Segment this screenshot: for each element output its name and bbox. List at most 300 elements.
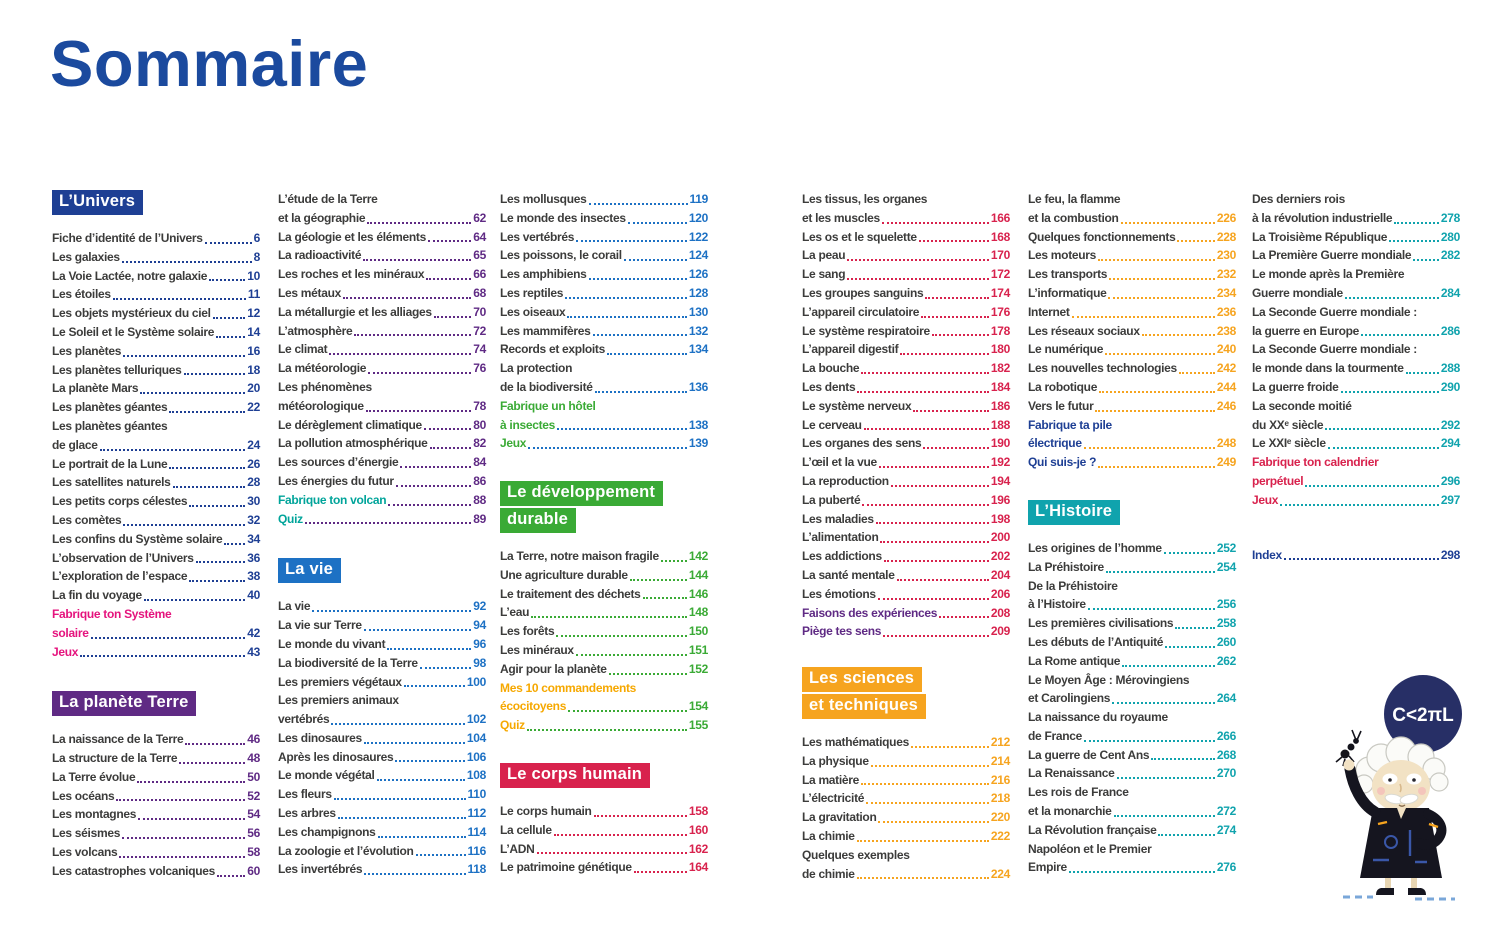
dot-leader bbox=[334, 798, 466, 800]
entry-label-line: La protection bbox=[500, 361, 573, 376]
dot-leader bbox=[576, 654, 687, 656]
entry-last-line bbox=[52, 455, 260, 474]
page-number: 10 bbox=[247, 268, 260, 283]
toc-entry bbox=[500, 340, 708, 359]
dot-leader bbox=[866, 802, 989, 804]
entry-label: La structure de la Terre bbox=[52, 751, 178, 766]
section-header-line bbox=[52, 190, 260, 215]
page-number: 52 bbox=[247, 788, 260, 803]
entry-label: La naissance de la Terre bbox=[52, 732, 184, 747]
toc-entry bbox=[802, 284, 1010, 303]
page-number: 260 bbox=[1216, 634, 1236, 649]
dot-leader bbox=[420, 667, 472, 669]
dot-leader bbox=[1179, 372, 1215, 374]
entry-label: Le monde végétal bbox=[278, 768, 375, 783]
toc-entry bbox=[278, 416, 486, 435]
dot-leader bbox=[880, 541, 988, 543]
section-header-text: La planète Terre bbox=[52, 691, 196, 716]
dot-leader bbox=[1105, 353, 1215, 355]
toc-entry bbox=[278, 729, 486, 748]
toc-entry bbox=[802, 604, 1010, 623]
page-number: 122 bbox=[688, 229, 708, 244]
dot-leader bbox=[862, 504, 989, 506]
page-number: 134 bbox=[688, 342, 708, 357]
entry-label: L’appareil digestif bbox=[802, 342, 899, 357]
entry-last-line bbox=[278, 397, 486, 416]
entry-label: L’eau bbox=[500, 605, 530, 620]
dot-leader bbox=[331, 723, 465, 725]
dot-leader bbox=[91, 637, 246, 639]
toc-entry bbox=[1028, 633, 1236, 652]
toc-entry bbox=[278, 491, 486, 510]
entry-label: Le numérique bbox=[1028, 342, 1104, 357]
entry-label: Les sources d’énergie bbox=[278, 455, 399, 470]
entry-last-line bbox=[1028, 453, 1236, 472]
toc-entry bbox=[500, 209, 708, 228]
toc-entry bbox=[802, 547, 1010, 566]
dot-leader bbox=[388, 504, 471, 506]
page-number: 160 bbox=[688, 822, 708, 837]
page-number: 148 bbox=[688, 605, 708, 620]
toc-entry bbox=[802, 340, 1010, 359]
entry-last-line bbox=[52, 436, 260, 455]
toc-entry bbox=[500, 284, 708, 303]
page-number: 20 bbox=[247, 381, 260, 396]
entry-label: Les étoiles bbox=[52, 287, 111, 302]
toc-entry bbox=[278, 378, 486, 416]
entry-label: La vie bbox=[278, 599, 311, 614]
entry-last-line bbox=[1028, 764, 1236, 783]
entry-label-line: Le monde après la Première bbox=[1252, 267, 1405, 282]
page-number: 74 bbox=[473, 342, 486, 357]
page-number: 6 bbox=[253, 230, 260, 245]
page-number: 8 bbox=[253, 249, 260, 264]
entry-last-line bbox=[278, 303, 486, 322]
page-number: 218 bbox=[990, 791, 1010, 806]
dot-leader bbox=[354, 334, 471, 336]
toc-entry bbox=[278, 246, 486, 265]
page-number: 280 bbox=[1440, 229, 1460, 244]
toc-entry bbox=[1028, 577, 1236, 615]
entry-last-line bbox=[278, 842, 486, 861]
section-header-line bbox=[1028, 500, 1236, 525]
page-number: 108 bbox=[466, 768, 486, 783]
entry-last-line bbox=[52, 530, 260, 549]
section-header-text: L’Histoire bbox=[1028, 500, 1120, 525]
dot-leader bbox=[1280, 504, 1439, 506]
dot-leader bbox=[1175, 627, 1215, 629]
page-number: 82 bbox=[473, 436, 486, 451]
dot-leader bbox=[387, 648, 471, 650]
dot-leader bbox=[137, 781, 245, 783]
page-number: 152 bbox=[688, 661, 708, 676]
entry-last-line bbox=[278, 510, 486, 529]
entry-label: Les organes des sens bbox=[802, 436, 922, 451]
entry-last-line bbox=[52, 379, 260, 398]
dot-leader bbox=[368, 372, 471, 374]
entry-last-line bbox=[1028, 727, 1236, 746]
entry-last-line bbox=[52, 787, 260, 806]
entry-label: Les oiseaux bbox=[500, 304, 566, 319]
toc-entry bbox=[500, 303, 708, 322]
entry-label: Guerre mondiale bbox=[1252, 285, 1343, 300]
toc-entry bbox=[802, 359, 1010, 378]
page-number: 11 bbox=[247, 287, 260, 302]
page-number: 208 bbox=[990, 605, 1010, 620]
entry-last-line bbox=[802, 284, 1010, 303]
toc-entry bbox=[802, 733, 1010, 752]
entry-last-line bbox=[278, 491, 486, 510]
page-number: 118 bbox=[467, 862, 486, 877]
entry-label: La Terre évolue bbox=[52, 769, 136, 784]
toc-entry bbox=[52, 530, 260, 549]
dot-leader bbox=[932, 334, 989, 336]
dot-leader bbox=[861, 783, 989, 785]
dot-leader bbox=[1108, 297, 1214, 299]
toc-entry bbox=[52, 824, 260, 843]
page-number: 158 bbox=[688, 804, 708, 819]
dot-leader bbox=[531, 616, 687, 618]
entry-label: L’observation de l’Univers bbox=[52, 550, 194, 565]
toc-entry bbox=[802, 566, 1010, 585]
entry-label: Quiz bbox=[278, 511, 303, 526]
section-header bbox=[500, 763, 708, 788]
dot-leader bbox=[1394, 222, 1439, 224]
page-number: 292 bbox=[1440, 417, 1460, 432]
page-number: 276 bbox=[1216, 860, 1236, 875]
entry-label-line: Les rois de France bbox=[1028, 785, 1129, 800]
entry-last-line bbox=[802, 604, 1010, 623]
dot-leader bbox=[80, 655, 245, 657]
entry-label: Les galaxies bbox=[52, 249, 120, 264]
dot-leader bbox=[213, 317, 246, 319]
entry-last-line bbox=[278, 654, 486, 673]
entry-last-line bbox=[500, 228, 708, 247]
toc-entry bbox=[278, 748, 486, 767]
entry-last-line bbox=[278, 710, 486, 729]
section-header bbox=[278, 558, 486, 583]
toc-entry bbox=[802, 378, 1010, 397]
toc-entry bbox=[802, 453, 1010, 472]
entry-label-line: Les planètes géantes bbox=[52, 418, 168, 433]
page-number: 80 bbox=[473, 417, 486, 432]
entry-last-line bbox=[1252, 378, 1460, 397]
toc-entry bbox=[802, 303, 1010, 322]
entry-label: Les arbres bbox=[278, 806, 336, 821]
entry-label: Les montagnes bbox=[52, 807, 137, 822]
page-number: 278 bbox=[1440, 210, 1460, 225]
dot-leader bbox=[876, 522, 989, 524]
dot-leader bbox=[1325, 428, 1439, 430]
page-number: 262 bbox=[1216, 653, 1236, 668]
toc-entry bbox=[52, 304, 260, 323]
toc-entry bbox=[500, 228, 708, 247]
dot-leader bbox=[428, 240, 471, 242]
entry-last-line bbox=[500, 434, 708, 453]
toc-entry bbox=[1252, 246, 1460, 265]
entry-label: et la géographie bbox=[278, 210, 366, 225]
dot-leader bbox=[537, 852, 687, 854]
entry-label: Les planètes bbox=[52, 343, 122, 358]
dot-leader bbox=[861, 372, 989, 374]
toc-entry bbox=[802, 789, 1010, 808]
entry-last-line bbox=[52, 267, 260, 286]
toc-entry bbox=[500, 434, 708, 453]
section-header-text: et techniques bbox=[802, 694, 926, 719]
page-number: 162 bbox=[688, 841, 708, 856]
entry-label-line: Fabrique ta pile bbox=[1028, 417, 1112, 432]
entry-label: Quiz bbox=[500, 718, 525, 733]
dot-leader bbox=[593, 334, 687, 336]
page-number: 34 bbox=[247, 531, 260, 546]
entry-last-line bbox=[802, 434, 1010, 453]
page-number: 40 bbox=[247, 588, 260, 603]
page-number: 130 bbox=[688, 304, 708, 319]
toc-entry bbox=[802, 528, 1010, 547]
page-number: 50 bbox=[247, 769, 260, 784]
entry-label: Les débuts de l’Antiquité bbox=[1028, 634, 1164, 649]
toc-entry bbox=[1028, 265, 1236, 284]
toc-entry bbox=[802, 752, 1010, 771]
dot-leader bbox=[363, 259, 471, 261]
entry-label: Le système nerveux bbox=[802, 398, 912, 413]
entry-last-line bbox=[278, 673, 486, 692]
page-number: 198 bbox=[990, 511, 1010, 526]
entry-label: à la révolution industrielle bbox=[1252, 210, 1393, 225]
dot-leader bbox=[140, 392, 245, 394]
entry-last-line bbox=[52, 229, 260, 248]
entry-label: L’œil et la vue bbox=[802, 455, 877, 470]
toc-column-4 bbox=[802, 190, 1010, 883]
page-number: 256 bbox=[1216, 597, 1236, 612]
toc-entry bbox=[1028, 284, 1236, 303]
entry-label: Les addictions bbox=[802, 549, 882, 564]
entry-last-line bbox=[52, 248, 260, 267]
entry-label: Après les dinosaures bbox=[278, 749, 394, 764]
entry-label: La bouche bbox=[802, 361, 860, 376]
toc-entry bbox=[52, 248, 260, 267]
entry-last-line bbox=[52, 398, 260, 417]
page-number: 22 bbox=[247, 400, 260, 415]
toc-entry bbox=[1028, 359, 1236, 378]
entry-label: Les volcans bbox=[52, 845, 118, 860]
dot-leader bbox=[567, 316, 686, 318]
toc-entry bbox=[500, 840, 708, 859]
dot-leader bbox=[184, 373, 246, 375]
toc-entry bbox=[52, 843, 260, 862]
dot-leader bbox=[122, 837, 245, 839]
entry-last-line bbox=[802, 789, 1010, 808]
dot-leader bbox=[1389, 240, 1439, 242]
dot-leader bbox=[554, 834, 687, 836]
dot-leader bbox=[377, 779, 465, 781]
toc-entry bbox=[500, 716, 708, 735]
toc-entry bbox=[802, 510, 1010, 529]
toc-entry bbox=[278, 472, 486, 491]
entry-label: La vie sur Terre bbox=[278, 618, 362, 633]
page-number: 298 bbox=[1440, 547, 1460, 562]
page-number: 151 bbox=[688, 643, 708, 658]
dot-leader bbox=[643, 597, 687, 599]
dot-leader bbox=[122, 261, 252, 263]
entry-last-line bbox=[802, 265, 1010, 284]
dot-leader bbox=[329, 353, 471, 355]
dot-leader bbox=[847, 278, 989, 280]
dot-leader bbox=[857, 840, 989, 842]
dot-leader bbox=[434, 316, 472, 318]
entry-label: La Rome antique bbox=[1028, 653, 1121, 668]
entry-label: de chimie bbox=[802, 866, 855, 881]
entry-last-line bbox=[802, 209, 1010, 228]
page-number: 216 bbox=[990, 772, 1010, 787]
page-number: 240 bbox=[1216, 342, 1236, 357]
entry-label: Les planètes géantes bbox=[52, 400, 168, 415]
dot-leader bbox=[891, 485, 989, 487]
page-number: 212 bbox=[990, 735, 1010, 750]
page-number: 166 bbox=[990, 210, 1010, 225]
entry-label: vertébrés bbox=[278, 712, 330, 727]
toc-entry bbox=[1028, 190, 1236, 228]
page-number: 254 bbox=[1216, 559, 1236, 574]
entry-label: Empire bbox=[1028, 860, 1067, 875]
toc-entry bbox=[500, 397, 708, 435]
dot-leader bbox=[882, 222, 989, 224]
entry-label: Le climat bbox=[278, 342, 328, 357]
entry-last-line bbox=[278, 635, 486, 654]
dot-leader bbox=[589, 203, 688, 205]
entry-label: La santé mentale bbox=[802, 567, 895, 582]
entry-last-line bbox=[1028, 265, 1236, 284]
page-number: 114 bbox=[467, 824, 486, 839]
page-number: 220 bbox=[990, 810, 1010, 825]
entry-label: La Troisième République bbox=[1252, 229, 1388, 244]
entries-block bbox=[52, 730, 260, 880]
entry-last-line bbox=[1252, 246, 1460, 265]
entry-label: Les séismes bbox=[52, 826, 121, 841]
entry-label: Le sang bbox=[802, 267, 846, 282]
dot-leader bbox=[1328, 447, 1439, 449]
entry-last-line bbox=[500, 416, 708, 435]
toc-column-2 bbox=[278, 190, 486, 879]
entry-label: Les mammifères bbox=[500, 323, 591, 338]
entry-label-line: Fabrique ton calendrier bbox=[1252, 455, 1379, 470]
toc-entry bbox=[52, 730, 260, 749]
toc-entry bbox=[1028, 840, 1236, 878]
toc-entry bbox=[1028, 764, 1236, 783]
entry-last-line bbox=[1252, 434, 1460, 453]
section-header-line bbox=[500, 763, 708, 788]
dot-leader bbox=[378, 836, 466, 838]
page-number: 222 bbox=[990, 829, 1010, 844]
entry-last-line bbox=[500, 821, 708, 840]
entry-label: La géologie et les éléments bbox=[278, 229, 426, 244]
dot-leader bbox=[426, 278, 471, 280]
page-number: 76 bbox=[473, 361, 486, 376]
page-number: 62 bbox=[473, 210, 486, 225]
toc-entry bbox=[278, 785, 486, 804]
toc-entry bbox=[802, 846, 1010, 884]
toc-entry bbox=[1028, 453, 1236, 472]
dot-leader bbox=[939, 616, 989, 618]
entry-label: La biodiversité de la Terre bbox=[278, 655, 418, 670]
dot-leader bbox=[119, 856, 245, 858]
dot-leader bbox=[205, 242, 252, 244]
entry-label-line: L’étude de la Terre bbox=[278, 192, 378, 206]
page-number: 94 bbox=[473, 618, 486, 633]
page-number: 204 bbox=[990, 567, 1010, 582]
entries-block bbox=[500, 190, 708, 453]
toc-entry bbox=[802, 585, 1010, 604]
entry-last-line bbox=[802, 359, 1010, 378]
entry-label: La Terre, notre maison fragile bbox=[500, 549, 659, 564]
toc-entry bbox=[802, 190, 1010, 228]
page-number: 178 bbox=[990, 323, 1010, 338]
page-number: 120 bbox=[688, 210, 708, 225]
dot-leader bbox=[185, 743, 245, 745]
page-number: 16 bbox=[247, 343, 260, 358]
dot-leader bbox=[189, 505, 245, 507]
entry-label: La puberté bbox=[802, 492, 861, 507]
entry-last-line bbox=[52, 749, 260, 768]
entry-last-line bbox=[500, 660, 708, 679]
dot-leader bbox=[364, 742, 465, 744]
entry-label-line: Napoléon et le Premier bbox=[1028, 841, 1152, 856]
page-number: 236 bbox=[1216, 304, 1236, 319]
toc-entry bbox=[52, 361, 260, 380]
toc-entry bbox=[1028, 783, 1236, 821]
toc-entry bbox=[278, 597, 486, 616]
entry-label: Index bbox=[1252, 547, 1282, 562]
entry-last-line bbox=[1028, 539, 1236, 558]
entry-label: La météorologie bbox=[278, 361, 367, 376]
page-number: 192 bbox=[990, 455, 1010, 470]
toc-entry bbox=[278, 284, 486, 303]
entry-last-line bbox=[1028, 689, 1236, 708]
entry-last-line bbox=[52, 730, 260, 749]
entry-label: La pollution atmosphérique bbox=[278, 436, 428, 451]
section-header-line bbox=[278, 558, 486, 583]
entry-label: Les minéraux bbox=[500, 643, 574, 658]
dot-leader bbox=[568, 710, 687, 712]
page-number: 190 bbox=[990, 436, 1010, 451]
page-number: 144 bbox=[688, 567, 708, 582]
page-number: 106 bbox=[466, 749, 486, 764]
page-number: 46 bbox=[247, 732, 260, 747]
entry-last-line bbox=[52, 624, 260, 643]
page-number: 42 bbox=[247, 625, 260, 640]
page-number: 32 bbox=[247, 512, 260, 527]
entry-label: Les transports bbox=[1028, 267, 1108, 282]
entry-label: L’atmosphère bbox=[278, 323, 353, 338]
entry-last-line bbox=[1028, 378, 1236, 397]
dot-leader bbox=[169, 467, 245, 469]
toc-entry bbox=[52, 549, 260, 568]
toc-entry bbox=[1252, 491, 1460, 510]
dot-leader bbox=[209, 279, 245, 281]
toc-entry bbox=[1028, 746, 1236, 765]
entries-block bbox=[1252, 190, 1460, 510]
toc-entry bbox=[802, 228, 1010, 247]
page-number: 286 bbox=[1440, 323, 1460, 338]
entry-label-line: La Seconde Guerre mondiale : bbox=[1252, 304, 1417, 319]
entry-label: Qui suis-je ? bbox=[1028, 455, 1097, 470]
dot-leader bbox=[1177, 240, 1214, 242]
entry-label: de la biodiversité bbox=[500, 379, 593, 394]
dot-leader bbox=[1098, 466, 1215, 468]
section-header-text: La vie bbox=[278, 558, 341, 583]
toc-entry bbox=[1252, 265, 1460, 303]
entry-last-line bbox=[1252, 491, 1460, 510]
